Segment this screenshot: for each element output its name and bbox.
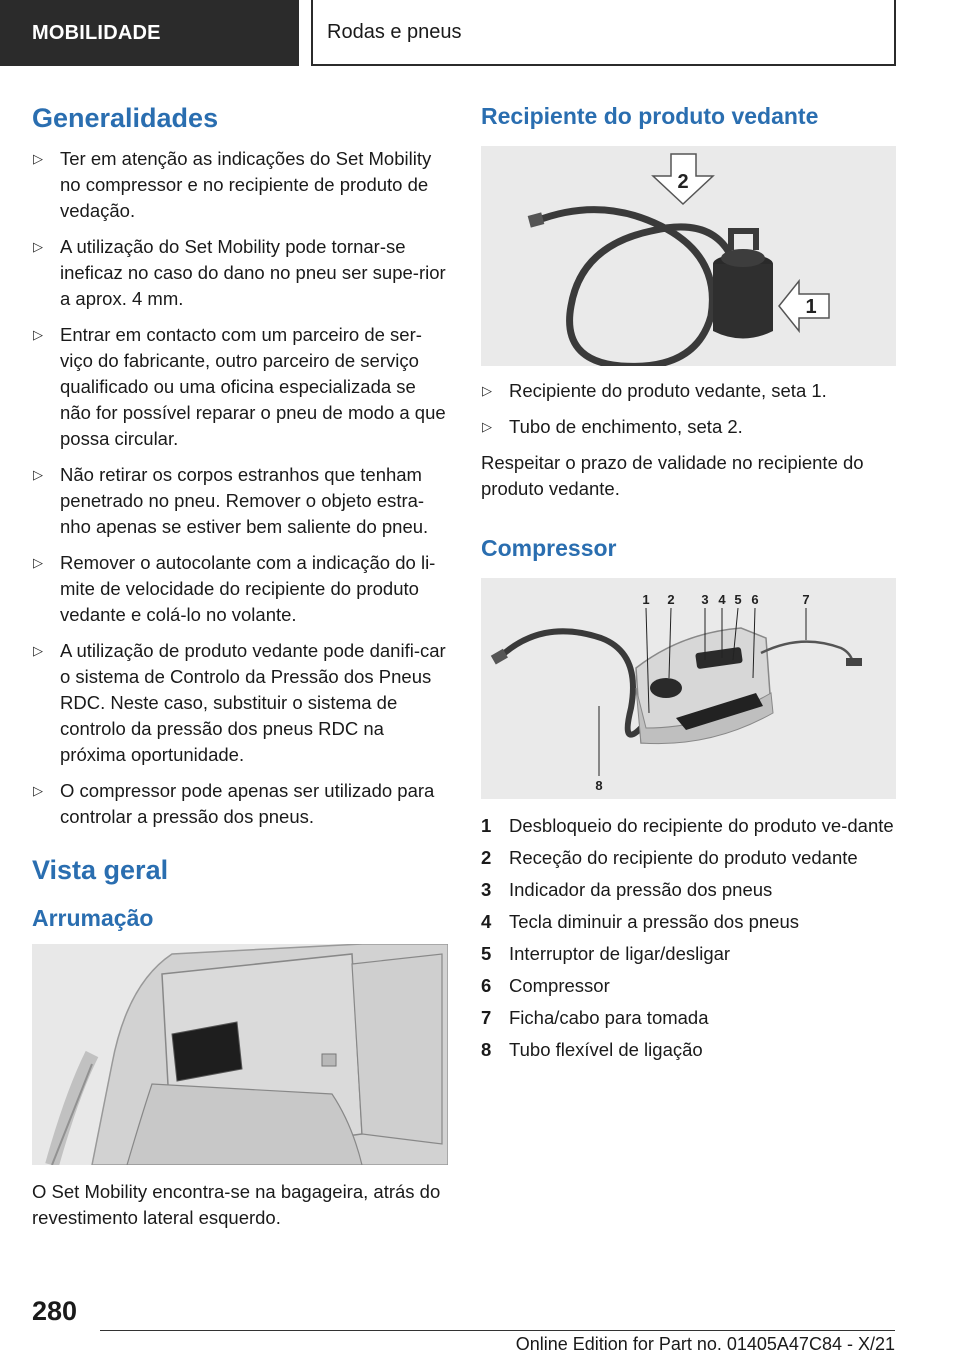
triangle-bullet-icon: ▷ — [33, 467, 43, 482]
callout-8: 8 — [595, 778, 603, 793]
triangle-bullet-icon: ▷ — [33, 555, 43, 570]
list-item: ▷ Remover o autocolante com a indicação do li-mite de velocidade do recipiente do produto vedante e colá-lo no volante. — [33, 552, 436, 625]
callout-5: 5 — [734, 592, 742, 607]
sealant-container-illustration — [481, 146, 896, 366]
page-header — [0, 0, 960, 66]
legend-item: 3 Indicador da pressão dos pneus — [481, 879, 773, 900]
compressor-drawing — [481, 578, 896, 799]
callout-2: 2 — [667, 592, 675, 607]
legend-item: 4 Tecla diminuir a pressão dos pneus — [481, 911, 799, 932]
list-item: ▷ Tubo de enchimento, seta 2. — [481, 414, 896, 440]
callout-6: 6 — [751, 592, 759, 607]
compressor-illustration — [481, 578, 896, 799]
general-bullet-list — [32, 146, 448, 830]
list-item: ▷ Recipiente do produto vedante, seta 1. — [481, 378, 896, 404]
compressor-legend — [481, 813, 896, 1063]
triangle-bullet-icon: ▷ — [33, 151, 43, 166]
callout-2: 2 — [677, 171, 689, 193]
callout-1: 1 — [805, 296, 817, 318]
legend-item: 2 Receção do recipiente do produto vedante — [481, 847, 858, 868]
trunk-illustration — [32, 944, 448, 1165]
callout-1: 1 — [642, 592, 650, 607]
storage-heading: Arrumação — [32, 905, 154, 931]
storage-description: O Set Mobility encontra-se na bagageira, atrás do revestimento lateral esquerdo. — [32, 1181, 441, 1228]
list-item: ▷ O compressor pode apenas ser utilizado para controlar a pressão dos pneus. — [33, 780, 435, 827]
list-item: ▷ Entrar em contacto com um parceiro de ser-viço do fabricante, outro parceiro de serviço qualificado ou uma oficina especializada se não for possível reparar o pneu de modo a que possa circular. — [33, 324, 446, 449]
callout-4: 4 — [718, 592, 726, 607]
sealant-heading: Recipiente do produto vedante — [481, 103, 819, 129]
sealant-drawing — [481, 146, 896, 366]
triangle-bullet-icon: ▷ — [33, 783, 43, 798]
legend-item: 7 Ficha/cabo para tomada — [481, 1007, 709, 1028]
section-title: Rodas e pneus — [311, 0, 896, 66]
list-item: ▷ A utilização de produto vedante pode danifi-car o sistema de Controlo da Pressão dos Pneus RDC. Neste caso, substituir o sistema de controlo da pressão dos pneus RDC na próxima oportunidade. — [33, 640, 446, 765]
sealant-bullet-list — [481, 378, 896, 440]
list-item: ▷ Ter em atenção as indicações do Set Mobility no compressor e no recipiente de produto de vedação. — [33, 148, 432, 221]
list-item: ▷ A utilização do Set Mobility pode tornar-se ineficaz no caso do dano no pneu ser supe-rior a aprox. 4 mm. — [33, 236, 446, 309]
triangle-bullet-icon: ▷ — [482, 419, 492, 434]
triangle-bullet-icon: ▷ — [33, 327, 43, 342]
list-item: ▷ Não retirar os corpos estranhos que tenham penetrado no pneu. Remover o objeto estra-nho apenas se estiver bem saliente do pneu. — [33, 464, 429, 537]
legend-item: 6 Compressor — [481, 975, 610, 996]
footer-divider — [100, 1330, 895, 1331]
triangle-bullet-icon: ▷ — [33, 239, 43, 254]
edition-text: Online Edition for Part no. 01405A47C84 - X/21 — [515, 1334, 895, 1354]
chapter-title: MOBILIDADE — [0, 0, 299, 66]
triangle-bullet-icon: ▷ — [482, 383, 492, 398]
triangle-bullet-icon: ▷ — [33, 643, 43, 658]
legend-item: 8 Tubo flexível de ligação — [481, 1039, 703, 1060]
legend-item: 1 Desbloqueio do recipiente do produto ve-dante — [481, 815, 894, 836]
right-column — [481, 100, 896, 1069]
overview-heading: Vista geral — [32, 855, 169, 885]
callout-7: 7 — [802, 592, 810, 607]
general-heading: Generalidades — [32, 103, 219, 133]
page-number: 280 — [32, 1296, 78, 1326]
callout-3: 3 — [701, 592, 709, 607]
trunk-drawing — [32, 944, 448, 1165]
compressor-heading: Compressor — [481, 535, 617, 561]
sealant-note: Respeitar o prazo de validade no recipiente do produto vedante. — [481, 452, 864, 499]
left-column — [32, 100, 448, 1231]
legend-item: 5 Interruptor de ligar/desligar — [481, 943, 731, 964]
